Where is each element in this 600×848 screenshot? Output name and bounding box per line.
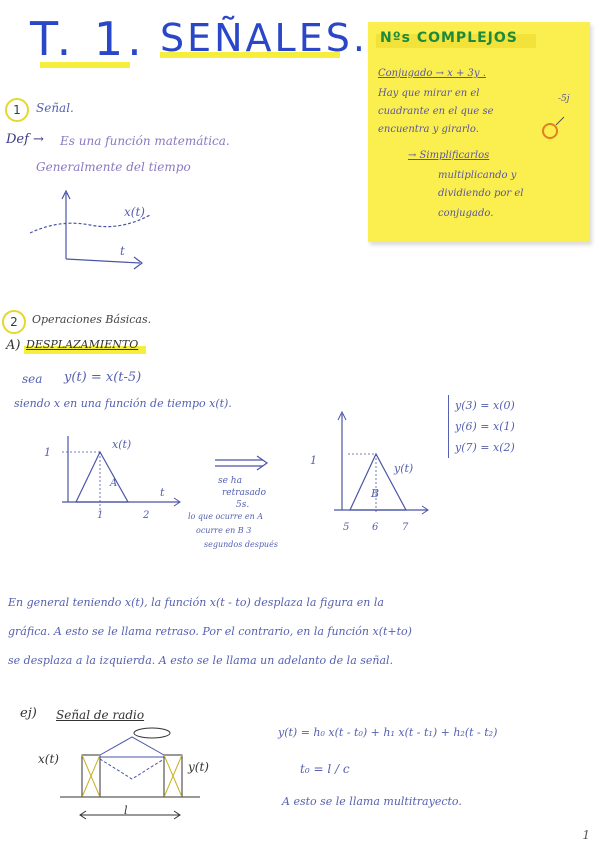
sticky-line: cuadrante en el que se	[378, 106, 494, 117]
graph2-signal-label: y(t)	[394, 462, 414, 475]
graph2-y-label: 1	[310, 454, 317, 467]
page-title: SEÑALES.	[160, 16, 368, 60]
sticky-doodle-icon	[536, 117, 566, 147]
example-label: ej)	[20, 706, 37, 721]
graph1-y-label: 1	[44, 446, 51, 459]
sticky-line: encuentra y girarlo.	[378, 124, 479, 135]
section2-heading: Operaciones Básicas.	[32, 313, 152, 326]
side-equation: y(3) = x(0)	[455, 399, 515, 412]
paragraph-line: gráfica. A esto se le llama retraso. Por el contrario, en la función x(t+to)	[8, 625, 412, 638]
arrow-note: ocurre en B 3	[196, 526, 252, 535]
sticky-line: dividiendo por el	[438, 188, 524, 199]
multipath-diagram	[40, 725, 240, 825]
graph1-tick: 1	[97, 510, 104, 521]
side-equation: y(7) = x(2)	[455, 441, 515, 454]
paragraph-line: se desplaza a la izquierda. A esto se le llama un adelanto de la señal.	[8, 654, 394, 667]
side-equations	[448, 395, 515, 458]
section-number-2: 2	[2, 310, 26, 334]
equation-intro: sea	[22, 372, 43, 386]
graph1-area-label: A	[110, 478, 118, 489]
signal-label: x(t)	[124, 205, 145, 219]
graph1-x-axis-label: t	[160, 486, 165, 499]
graph2-tick: 5	[343, 522, 350, 533]
double-arrow-icon	[213, 455, 273, 475]
paragraph-line: En general teniendo x(t), la función x(t - to) desplaza la figura en la	[8, 596, 384, 609]
triangle-graph-y	[320, 410, 440, 520]
arrow-note: lo que ocurre en A	[188, 512, 264, 521]
equation-line-2: siendo x en una función de tiempo x(t).	[14, 397, 232, 410]
definition-text: Es una función matemática.	[60, 134, 230, 148]
sticky-line: → Simplificarlos	[408, 150, 490, 161]
graph1-signal-label: x(t)	[112, 438, 132, 451]
arrow-note: segundos después	[204, 540, 278, 549]
sticky-line: Hay que mirar en el	[378, 88, 480, 99]
arrow-note: retrasado	[222, 488, 267, 498]
t0-formula: t₀ = l / c	[300, 762, 350, 776]
signal-axis-label: t	[120, 244, 125, 258]
arrow-note: se ha	[218, 476, 242, 486]
diagram-bottom-label: l	[124, 804, 128, 817]
topic-number: T. 1.	[30, 12, 146, 66]
graph2-area-label: B	[371, 487, 380, 500]
multipath-note: A esto se le llama multitrayecto.	[282, 795, 462, 808]
multipath-formula: y(t) = h₀ x(t - t₀) + h₁ x(t - t₁) + h₂(t - t₂)	[278, 726, 498, 739]
sticky-margin-mark: -5j	[558, 94, 570, 104]
graph1-tick: 2	[143, 510, 150, 521]
sticky-title: Nºs COMPLEJOS	[380, 30, 518, 46]
diagram-left-label: x(t)	[38, 752, 59, 766]
subheading-prefix: A)	[6, 338, 21, 353]
example-title: Señal de radio	[56, 708, 145, 722]
definition-label: Def →	[6, 132, 44, 147]
sticky-note	[368, 22, 590, 242]
subheading: DESPLAZAMIENTO	[26, 338, 139, 351]
sticky-line: Conjugado → x + 3y .	[378, 68, 486, 79]
sticky-line: conjugado.	[438, 208, 494, 219]
signal-graph	[20, 185, 170, 275]
arrow-note: 5s.	[236, 500, 250, 510]
graph2-tick: 7	[402, 522, 409, 533]
definition-line-2: Generalmente del tiempo	[36, 160, 191, 174]
section1-heading: Señal.	[36, 101, 74, 115]
page-number: 1	[582, 828, 590, 842]
sticky-line: multiplicando y	[438, 170, 517, 181]
diagram-right-label: y(t)	[188, 760, 209, 774]
equation: y(t) = x(t-5)	[64, 370, 142, 385]
graph2-tick: 6	[372, 522, 379, 533]
section-number-1: 1	[5, 98, 29, 122]
side-equation: y(6) = x(1)	[455, 420, 515, 433]
